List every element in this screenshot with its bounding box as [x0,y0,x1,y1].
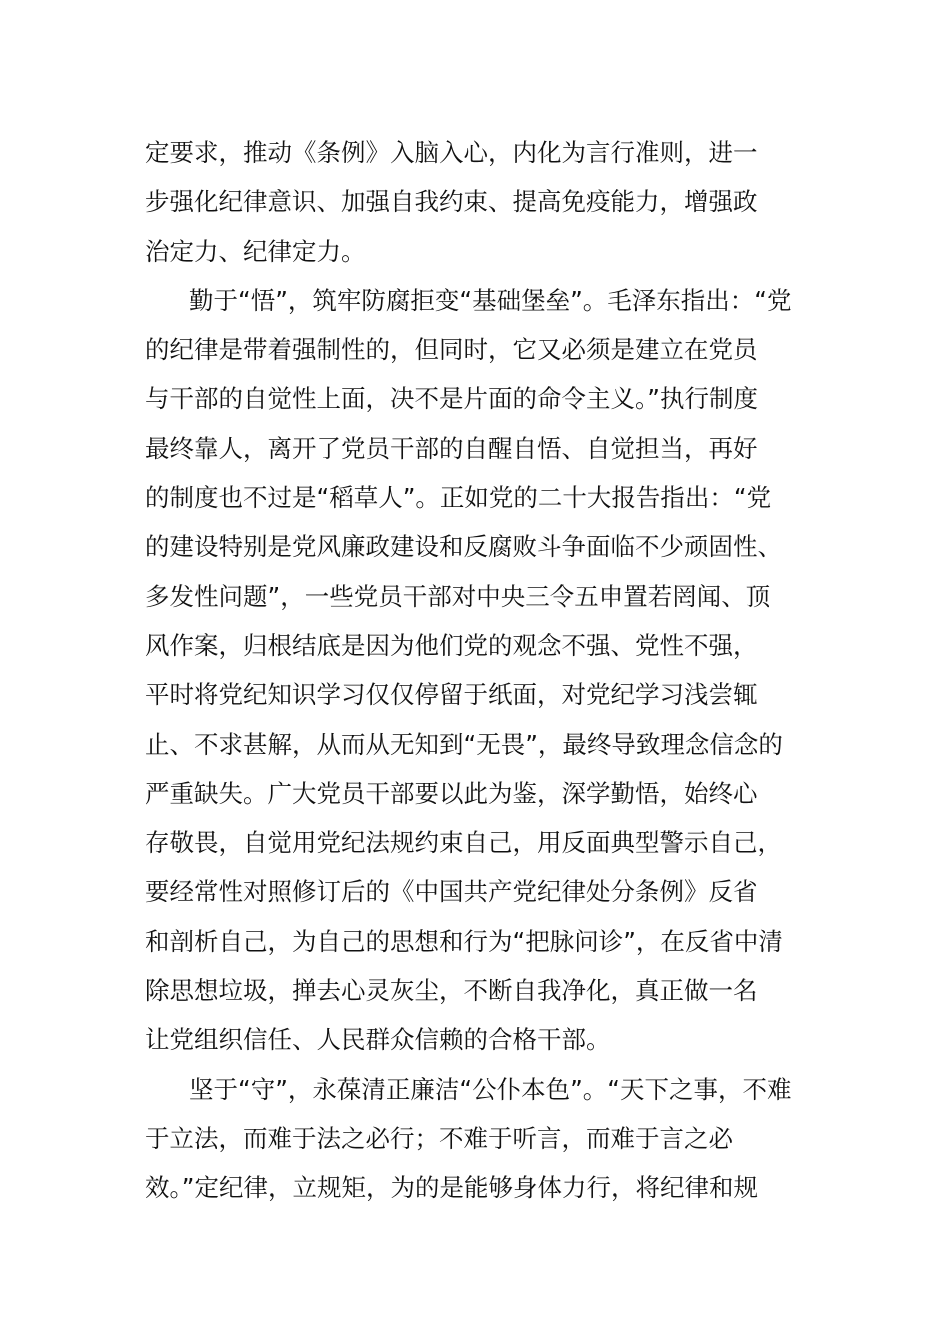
text-line: 于立法，而难于法之必行；不难于听言，而难于言之必 [145,1123,733,1153]
text-line: 和剖析自己，为自己的思想和行为“把脉问诊”，在反省中清 [145,926,783,956]
paragraph-start-line: 勤于“悟”，筑牢防腐拒变“基础堡垒”。毛泽东指出：“党 [189,285,792,315]
text-line: 最终靠人，离开了党员干部的自醒自悟、自觉担当，再好 [145,433,758,463]
text-line: 的建设特别是党风廉政建设和反腐败斗争面临不少顽固性、 [145,532,782,562]
text-line: 步强化纪律意识、加强自我约束、提高免疫能力，增强政 [145,187,758,217]
text-line: 定要求，推动《条例》入脑入心，内化为言行准则，进一 [145,138,758,167]
text-line: 存敬畏，自觉用党纪法规约束自己，用反面典型警示自己， [145,828,782,858]
text-line: 止、不求甚解，从而从无知到“无畏”，最终导致理念信念的 [145,729,783,759]
text-line: 严重缺失。广大党员干部要以此为鉴，深学勤悟，始终心 [145,778,758,808]
text-line: 让党组织信任、人民群众信赖的合格干部。 [145,1025,611,1055]
text-line: 治定力、纪律定力。 [145,236,366,266]
text-line: 要经常性对照修订后的《中国共产党纪律处分条例》反省 [145,877,758,907]
paragraph-start-line: 坚于“守”，永葆清正廉洁“公仆本色”。“天下之事，不难 [189,1074,792,1104]
body-text [145,128,815,1213]
text-line: 与干部的自觉性上面，决不是片面的命令主义。”执行制度 [145,384,758,414]
text-line: 除思想垃圾，掸去心灵灰尘，不断自我净化，真正做一名 [145,976,758,1006]
text-line: 的纪律是带着强制性的，但同时，它又必须是建立在党员 [145,335,758,365]
text-line: 风作案，归根结底是因为他们党的观念不强、党性不强， [145,630,758,660]
text-line: 平时将党纪知识学习仅仅停留于纸面，对党纪学习浅尝辄 [145,680,758,710]
text-line: 的制度也不过是“稻草人”。正如党的二十大报告指出：“党 [145,483,772,513]
text-line: 效。”定纪律，立规矩，为的是能够身体力行，将纪律和规 [145,1173,758,1203]
text-line: 多发性问题”，一些党员干部对中央三令五申置若罔闻、顶 [145,581,771,611]
